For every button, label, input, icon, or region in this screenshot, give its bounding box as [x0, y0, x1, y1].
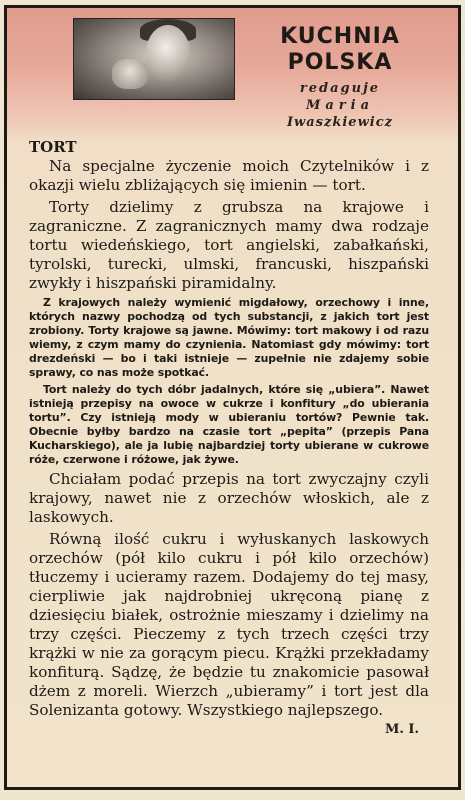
- byline-line1: redaguje: [299, 81, 381, 96]
- column-title-line1: KUCHNIA: [280, 24, 400, 49]
- signature: M. I.: [384, 722, 419, 737]
- article-heading: TORT: [29, 138, 77, 156]
- byline-line3: Iwaszkiewicz: [286, 115, 394, 130]
- column-header: [7, 8, 458, 136]
- author-photo: [73, 18, 235, 100]
- paragraph-5: Chciałam podać przepis na tort zwyczajny czyli krajowy, nawet nie z orzechów włoskich, ale z laskowych.: [29, 470, 429, 526]
- article-frame: [4, 5, 461, 790]
- paragraph-1: Na specjalne życzenie moich Czytelników i z okazji wielu zbliżających się imienin — tort.: [29, 157, 429, 194]
- article-body: [29, 138, 429, 737]
- paragraph-2: Torty dzielimy z grubsza na krajowe i zagraniczne. Z zagranicznych mamy dwa rodzaje tortu wiedeńskiego, tort angielski, zabałkański, tyrolski, turecki, ulmski, francuski, hiszpański zwykły i hiszpański piramidalny.: [29, 198, 429, 292]
- byline-line2: Maria: [305, 98, 375, 113]
- paragraph-6: Równą ilość cukru i wyłuskanych laskowych orzechów (pół kilo cukru i pół kilo orzechów) tłuczemy i ucieramy razem. Dodajemy do tej masy, cierpliwie jak najdrobniej ukręconą pianę z dziesięciu białek, ostrożnie mieszamy i dzielimy na trzy części. Pieczemy z tych trzech części trzy krążki w nie za gorącym piecu. Krążki przekładamy konfiturą. Sądzę, że będzie tu znakomicie pasował dżem z moreli. Wierzch „ubieramy” i tort jest dla Solenizanta gotowy. Wszystkiego najlepszego.: [29, 530, 429, 719]
- paragraph-3: Z krajowych należy wymienić migdałowy, orzechowy i inne, których nazwy pochodzą od tych substancji, z jakich tort jest zrobiony. Torty krajowe są jawne. Mówimy: tort makowy i od razu wiemy, z czym mamy do czynienia. Natomiast gdy mówimy: tort drezdeński — bo i taki istnieje — zupełnie nie zdajemy sobie sprawy, co nas może spotkać.: [29, 296, 429, 379]
- paragraph-4: Tort należy do tych dóbr jadalnych, które się „ubiera”. Nawet istnieją przepisy na owoce w cukrze i konfitury „do ubierania tortu”. Czy istnieją mody w ubieraniu tortów? Pewnie tak. Obecnie byłby bardzo na czasie tort „pepita” (przepis Pana Kucharskiego), ale ja lubię najbardziej torty ubierane w cukrowe róże, czerwone i różowe, jak żywe.: [29, 383, 429, 466]
- column-title-line2: POLSKA: [287, 50, 393, 75]
